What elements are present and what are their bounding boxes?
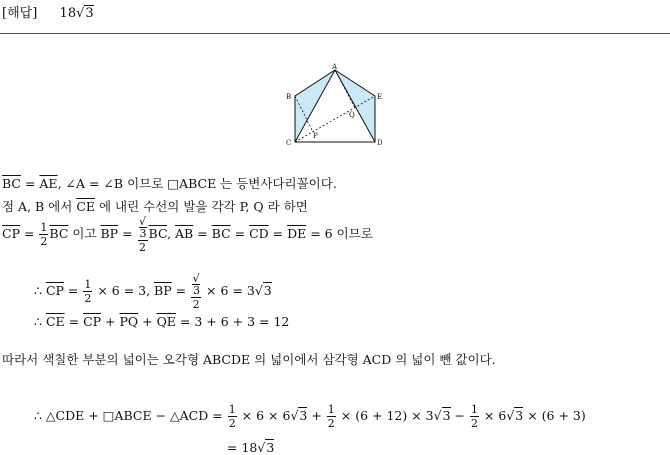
label-a: A <box>332 63 338 71</box>
answer-label: [해답] <box>2 6 38 21</box>
label-q: Q <box>349 111 355 119</box>
label-d: D <box>377 139 383 147</box>
solution-line-2: 점 A, B 에서 $\overline{CE}$ 에 내린 수선의 발을 각각 P, Q 라 하면 <box>2 199 308 214</box>
answer-value: 18√3 <box>59 6 94 21</box>
solution-line-6: 따라서 색칠한 부분의 넓이는 오각형 ABCDE 의 넓이에서 삼각형 ACD 의 넓이 뺀 값이다. <box>2 352 496 367</box>
header-divider <box>0 33 670 34</box>
solution-line-7: ∴ △CDE + □ABCE − △ACD = $\frac{1}{2}$ × 6 × 6√3 + $\frac{1}{2}$ × (6 + 12) × 3√3 − $\frac{1}{2}$ × 6√3 × (6 + 3) <box>34 403 586 430</box>
label-p: P <box>313 132 318 140</box>
solution-line-4: ∴ $\overline{CP}$ = $\frac{1}{2}$ × 6 = 3, $\overline{BP}$ = √ 3 2 × 6 = 3√3 <box>34 272 272 311</box>
label-c: C <box>286 139 292 147</box>
pentagon-figure <box>283 62 393 148</box>
label-e: E <box>377 93 383 101</box>
solution-line-1: $\overline{BC} = \overline{AE}$, ∠A = ∠B 이므로 □ABCE 는 등변사다리꼴이다. <box>2 176 337 191</box>
answer-header <box>2 2 94 21</box>
solution-line-8: = 18√3 <box>227 440 275 455</box>
solution-line-3: $\overline{CP}$ = $\frac{1}{2}$ $\overline{BC}$ 이고 $\overline{BP}$ = √ 3 2 $\overline{BC}$, $\overline{AB} = \overline{BC} = \overline{CD} = \overline{DE} = 6$ 이므로 <box>2 215 373 254</box>
label-b: B <box>286 93 292 101</box>
solution-line-5: ∴ $\overline{CE} = \overline{CP} + \overline{PQ} + \overline{QE} = 3 + 6 + 3 = 12$ <box>34 314 290 329</box>
